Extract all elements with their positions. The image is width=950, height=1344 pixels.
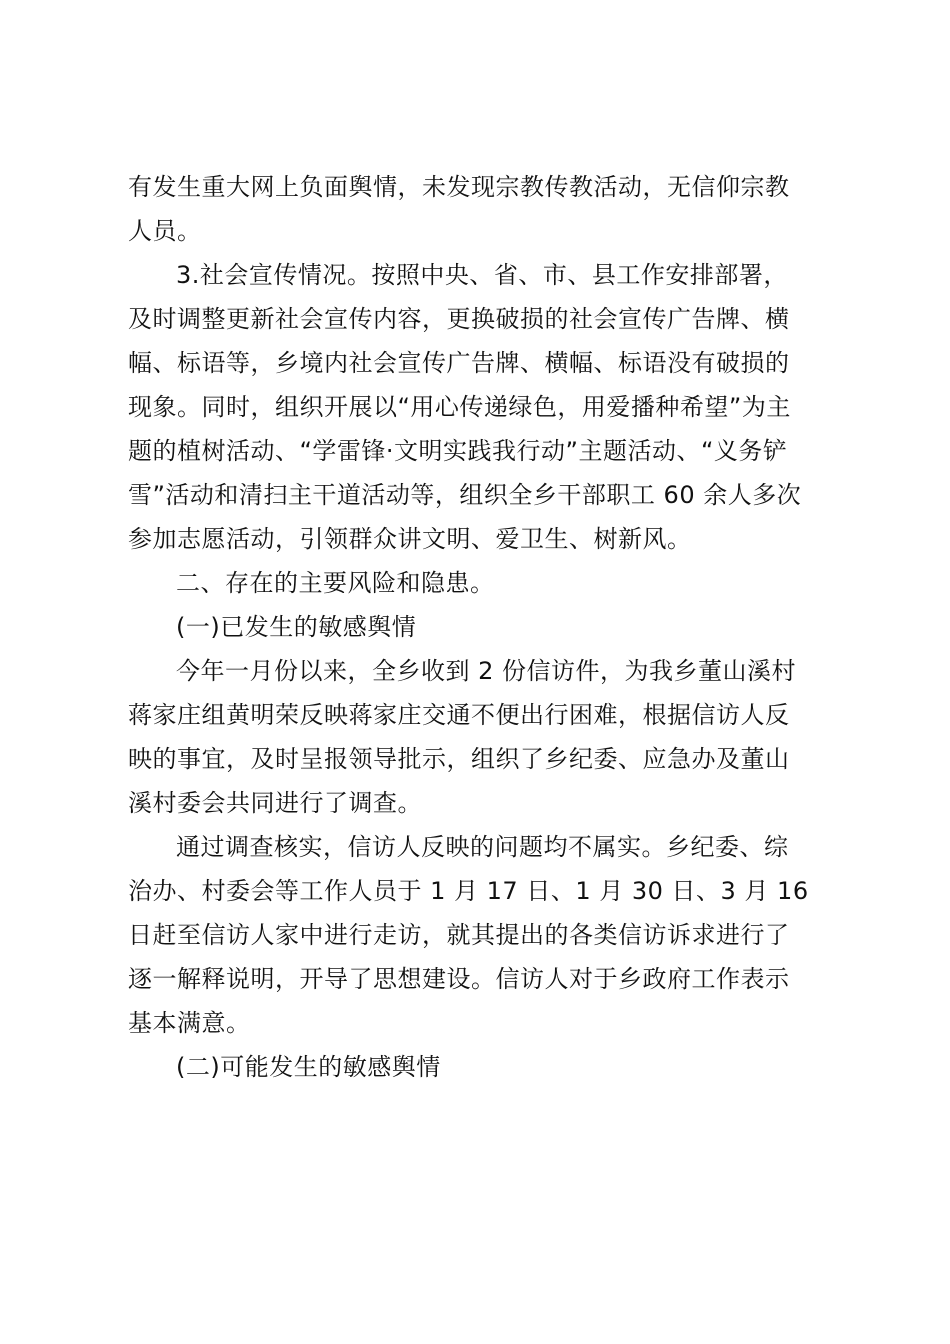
paragraph-line: 蒋家庄组黄明荣反映蒋家庄交通不便出行困难，根据信访人反 bbox=[128, 701, 790, 729]
paragraph-line: 题的植树活动、“学雷锋·文明实践我行动”主题活动、“义务铲 bbox=[128, 437, 788, 465]
paragraph-line: 治办、村委会等工作人员于 1 月 17 日、1 月 30 日、3 月 16 bbox=[128, 877, 809, 905]
paragraph-line: 幅、标语等，乡境内社会宣传广告牌、横幅、标语没有破损的 bbox=[128, 349, 790, 377]
paragraph-line: 逐一解释说明，开导了思想建设。信访人对于乡政府工作表示 bbox=[128, 965, 790, 993]
subsection-heading: (二)可能发生的敏感舆情 bbox=[176, 1053, 441, 1081]
paragraph-line: 及时调整更新社会宣传内容，更换破损的社会宣传广告牌、横 bbox=[128, 305, 790, 333]
paragraph-line: 人员。 bbox=[128, 217, 202, 245]
paragraph-line: 雪”活动和清扫主干道活动等，组织全乡干部职工 60 余人多次 bbox=[128, 481, 802, 509]
subsection-heading: (一)已发生的敏感舆情 bbox=[176, 613, 417, 641]
paragraph-line: 今年一月份以来，全乡收到 2 份信访件，为我乡董山溪村 bbox=[176, 657, 797, 685]
paragraph-line: 参加志愿活动，引领群众讲文明、爱卫生、树新风。 bbox=[128, 525, 692, 553]
section-heading: 二、存在的主要风险和隐患。 bbox=[176, 569, 495, 597]
paragraph-line: 日赶至信访人家中进行走访，就其提出的各类信访诉求进行了 bbox=[128, 921, 790, 949]
paragraph-line: 映的事宜，及时呈报领导批示，组织了乡纪委、应急办及董山 bbox=[128, 745, 790, 773]
paragraph-line: 基本满意。 bbox=[128, 1009, 251, 1037]
paragraph-line: 现象。同时，组织开展以“用心传递绿色，用爱播种希望”为主 bbox=[128, 393, 791, 421]
paragraph-line: 3.社会宣传情况。按照中央、省、市、县工作安排部署， bbox=[176, 261, 788, 289]
paragraph-line: 溪村委会共同进行了调查。 bbox=[128, 789, 422, 817]
paragraph-line: 有发生重大网上负面舆情，未发现宗教传教活动，无信仰宗教 bbox=[128, 173, 790, 201]
paragraph-line: 通过调查核实，信访人反映的问题均不属实。乡纪委、综 bbox=[176, 833, 789, 861]
